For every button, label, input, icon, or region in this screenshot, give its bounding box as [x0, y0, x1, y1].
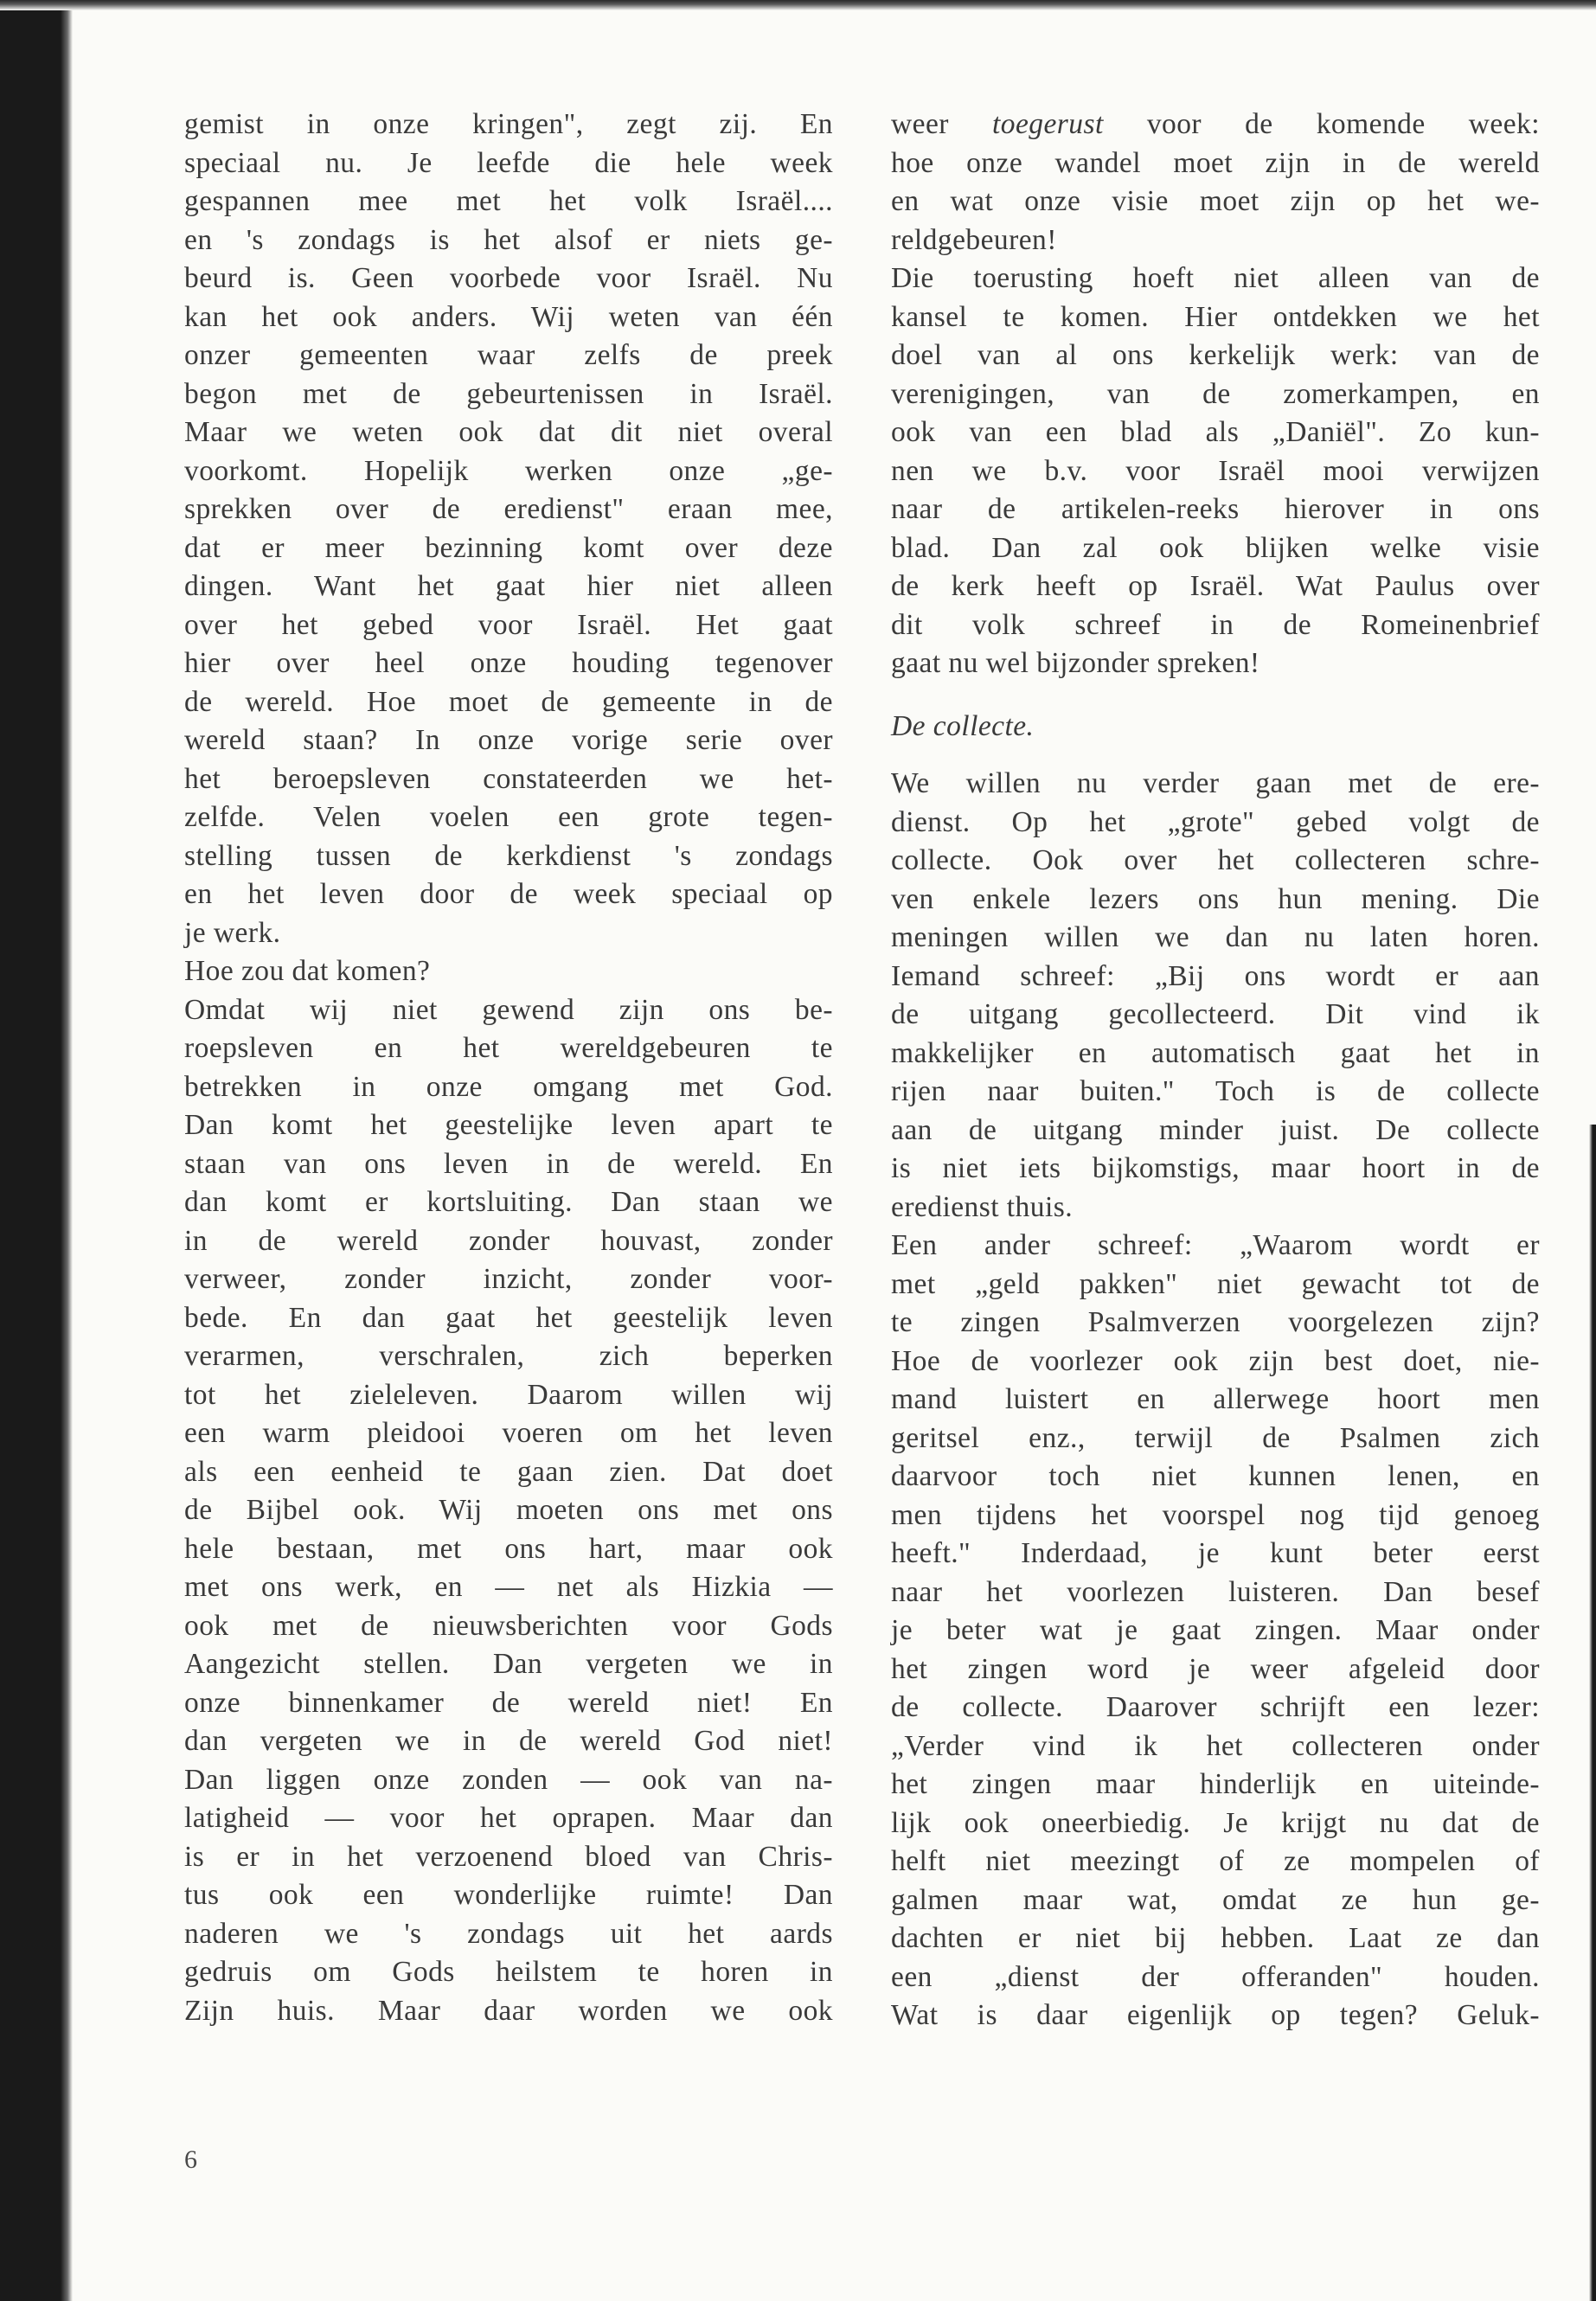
text-line: roepsleven en het wereldgebeuren te	[184, 1032, 833, 1064]
text-line: geritsel enz., terwijl de Psalmen zich	[891, 1421, 1540, 1454]
text-line: dan vergeten we in de wereld God niet!	[184, 1725, 833, 1757]
text-line: verarmen, verschralen, zich beperken	[184, 1340, 833, 1372]
text-line: staan van ons leven in de wereld. En	[184, 1147, 833, 1180]
text-line: in de wereld zonder houvast, zonder	[184, 1224, 833, 1257]
text-fragment: weer	[891, 108, 949, 140]
text-line: onzer gemeenten waar zelfs de preek	[184, 339, 833, 371]
text-line: betrekken in onze omgang met God.	[184, 1070, 833, 1103]
text-line: Wat is daar eigenlijk op tegen? Geluk-	[891, 1999, 1540, 2031]
text-line: het beroepsleven constateerden we het-	[184, 762, 833, 795]
text-line: sprekken over de eredienst" eraan mee,	[184, 493, 833, 525]
text-line: te zingen Psalmverzen voorgelezen zijn?	[891, 1306, 1540, 1338]
text-line: dit volk schreef in de Romeinenbrief	[891, 608, 1540, 641]
text-line: onze binnenkamer de wereld niet! En	[184, 1686, 833, 1719]
text-line: en het leven door de week speciaal op	[184, 878, 833, 910]
text-line	[891, 106, 1540, 144]
text-line: een „dienst der offeranden" houden.	[891, 1960, 1540, 1993]
text-line: mand luistert en allerwege hoort men	[891, 1383, 1540, 1415]
right-column-part-a	[891, 144, 1540, 683]
text-line: Omdat wij niet gewend zijn ons be-	[184, 993, 833, 1026]
text-line: je werk.	[184, 916, 281, 949]
text-line: dingen. Want het gaat hier niet alleen	[184, 570, 833, 602]
text-line: gemist in onze kringen", zegt zij. En	[184, 108, 833, 140]
text-line: je beter wat je gaat zingen. Maar onder	[891, 1614, 1540, 1646]
page-number: 6	[184, 2145, 197, 2174]
text-line: speciaal nu. Je leefde die hele week	[184, 146, 833, 179]
text-line: makkelijker en automatisch gaat het in	[891, 1036, 1540, 1069]
section-heading: De collecte.	[891, 709, 1035, 742]
text-line: Die toerusting hoeft niet alleen van de	[891, 262, 1540, 294]
text-line: nen we b.v. voor Israël mooi verwijzen	[891, 454, 1540, 487]
text-line: de collecte. Daarover schrijft een lezer:	[891, 1691, 1540, 1723]
text-line: Hoe de voorlezer ook zijn best doet, nie-	[891, 1344, 1540, 1377]
italic-word: toegerust	[991, 108, 1104, 140]
text-line: reldgebeuren!	[891, 223, 1057, 256]
text-line: dan komt er kortsluiting. Dan staan we	[184, 1186, 833, 1218]
text-line: Iemand schreef: „Bij ons wordt er aan	[891, 959, 1540, 992]
text-line: Zijn huis. Maar daar worden we ook	[184, 1994, 833, 2027]
text-line: kan het ook anders. Wij weten van één	[184, 300, 833, 333]
text-line: de uitgang gecollecteerd. Dit vind ik	[891, 998, 1540, 1030]
text-line: heeft." Inderdaad, je kunt beter eerst	[891, 1537, 1540, 1569]
text-line: doel van al ons kerkelijk werk: van de	[891, 339, 1540, 371]
text-line: collecte. Ook over het collecteren schre-	[891, 844, 1540, 876]
text-line: de Bijbel ook. Wij moeten ons met ons	[184, 1494, 833, 1526]
text-line: lijk ook oneerbiedig. Je krijgt nu dat de	[891, 1806, 1540, 1839]
text-line: en 's zondags is het alsof er niets ge-	[184, 223, 833, 256]
text-line: voorkomt. Hopelijk werken onze „ge-	[184, 454, 833, 487]
text-line: tus ook een wonderlijke ruimte! Dan	[184, 1879, 833, 1911]
text-line: rijen naar buiten." Toch is de collecte	[891, 1075, 1540, 1107]
right-column-part-b	[891, 765, 1540, 2035]
text-line: gedruis om Gods heilstem te horen in	[184, 1956, 833, 1988]
text-line: „Verder vind ik het collecteren onder	[891, 1729, 1540, 1762]
text-line: verweer, zonder inzicht, zonder voor-	[184, 1263, 833, 1295]
scan-top-edge	[0, 0, 1596, 10]
text-line: met ons werk, en — net als Hizkia —	[184, 1571, 833, 1603]
left-column	[184, 106, 833, 2030]
text-line: de wereld. Hoe moet de gemeente in de	[184, 685, 833, 718]
text-fragment: voor de komende week:	[1146, 108, 1540, 140]
text-line: is niet iets bijkomstigs, maar hoort in de	[891, 1152, 1540, 1184]
text-line: kansel te komen. Hier ontdekken we het	[891, 300, 1540, 333]
text-line: daarvoor toch niet kunnen lenen, en	[891, 1460, 1540, 1492]
text-line: men tijdens het voorspel nog tijd genoeg	[891, 1498, 1540, 1531]
text-line: bede. En dan gaat het geestelijk leven	[184, 1301, 833, 1334]
text-line: eredienst thuis.	[891, 1190, 1074, 1223]
text-line: verenigingen, van de zomerkampen, en	[891, 377, 1540, 410]
text-line: dat er meer bezinning komt over deze	[184, 531, 833, 564]
text-line: wereld staan? In onze vorige serie over	[184, 724, 833, 756]
text-line: Dan liggen onze zonden — ook van na-	[184, 1763, 833, 1796]
text-line: blad. Dan zal ook blijken welke visie	[891, 531, 1540, 564]
text-line: de kerk heeft op Israël. Wat Paulus over	[891, 570, 1540, 602]
text-line: met „geld pakken" niet gewacht tot de	[891, 1267, 1540, 1300]
text-line: dachten er niet bij hebben. Laat ze dan	[891, 1922, 1540, 1954]
text-line: We willen nu verder gaan met de ere-	[891, 767, 1540, 799]
scan-right-edge	[1589, 1125, 1596, 2301]
text-line: naar het voorlezen luisteren. Dan besef	[891, 1575, 1540, 1608]
text-line: helft niet meezingt of ze mompelen of	[891, 1845, 1540, 1877]
text-line: aan de uitgang minder juist. De collecte	[891, 1113, 1540, 1146]
text-line: latigheid — voor het oprapen. Maar dan	[184, 1802, 833, 1834]
text-line: Dan komt het geestelijke leven apart te	[184, 1109, 833, 1141]
text-line: Maar we weten ook dat dit niet overal	[184, 416, 833, 448]
text-line: Aangezicht stellen. Dan vergeten we in	[184, 1648, 833, 1680]
text-line: een warm pleidooi voeren om het leven	[184, 1417, 833, 1449]
text-line: stelling tussen de kerkdienst 's zondags	[184, 839, 833, 872]
text-line: en wat onze visie moet zijn op het we-	[891, 185, 1540, 217]
text-line: naar de artikelen-reeks hierover in ons	[891, 493, 1540, 525]
text-line: het zingen word je weer afgeleid door	[891, 1652, 1540, 1685]
right-column	[891, 106, 1540, 2035]
text-line: als een eenheid te gaan zien. Dat doet	[184, 1455, 833, 1488]
text-line: het zingen maar hinderlijk en uiteinde-	[891, 1768, 1540, 1800]
text-line: Hoe zou dat komen?	[184, 955, 431, 987]
text-line: ook van een blad als „Daniël". Zo kun-	[891, 416, 1540, 448]
text-line: zelfde. Velen voelen een grote tegen-	[184, 801, 833, 833]
text-line: gespannen mee met het volk Israël....	[184, 185, 833, 217]
text-line: over het gebed voor Israël. Het gaat	[184, 608, 833, 641]
book-spine-shadow	[0, 0, 73, 2301]
text-line: tot het zieleleven. Daarom willen wij	[184, 1378, 833, 1411]
text-line: is er in het verzoenend bloed van Chris-	[184, 1840, 833, 1873]
text-line: ook met de nieuwsberichten voor Gods	[184, 1609, 833, 1642]
text-line: hoe onze wandel moet zijn in de wereld	[891, 146, 1540, 179]
text-line: naderen we 's zondags uit het aards	[184, 1917, 833, 1950]
text-line: ven enkele lezers ons hun mening. Die	[891, 882, 1540, 915]
text-line: Een ander schreef: „Waarom wordt er	[891, 1229, 1540, 1261]
text-line: hele bestaan, met ons hart, maar ook	[184, 1532, 833, 1565]
text-line: meningen willen we dan nu laten horen.	[891, 921, 1540, 953]
text-line: galmen maar wat, omdat ze hun ge-	[891, 1883, 1540, 1916]
text-line: gaat nu wel bijzonder spreken!	[891, 647, 1260, 679]
text-line: dienst. Op het „grote" gebed volgt de	[891, 805, 1540, 838]
text-line: beurd is. Geen voorbede voor Israël. Nu	[184, 262, 833, 294]
text-line: hier over heel onze houding tegenover	[184, 647, 833, 679]
text-line: begon met de gebeurtenissen in Israël.	[184, 377, 833, 410]
